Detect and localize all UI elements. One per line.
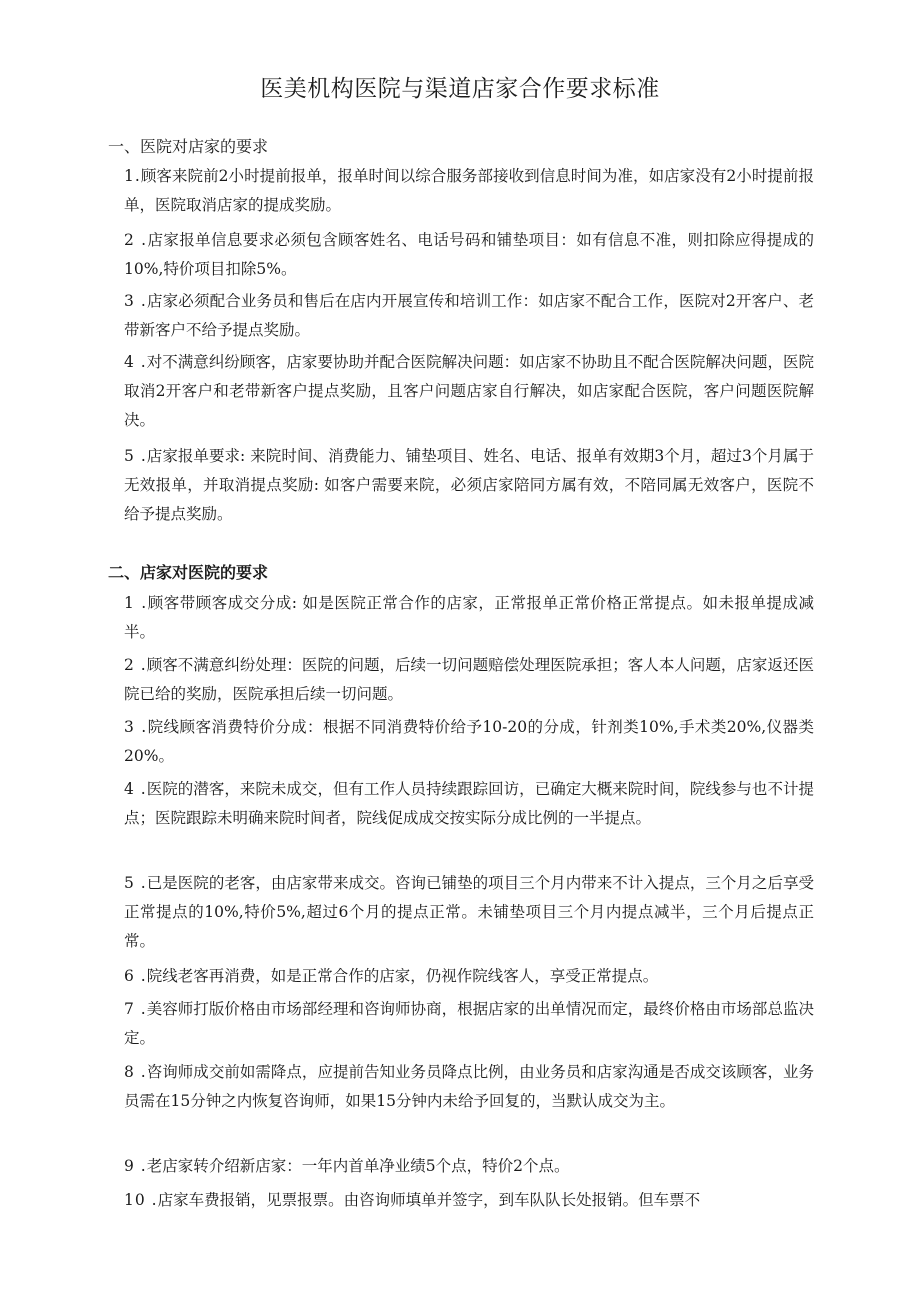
item-text: 院线顾客消费特价分成：根据不同消费特价给予10-20的分成，针剂类10%,手术类20%,仪器类20%。 bbox=[124, 718, 814, 765]
item-text: 店家报单信息要求必须包含顾客姓名、电话号码和铺垫项目：如有信息不准，则扣除应得提成的10%,特价项目扣除5%。 bbox=[124, 231, 814, 278]
item-number: 6 . bbox=[124, 967, 147, 985]
list-item bbox=[124, 651, 814, 709]
list-item bbox=[124, 348, 814, 435]
item-number: 5 . bbox=[124, 874, 147, 892]
list-item bbox=[124, 589, 814, 647]
item-number: 1 . bbox=[124, 594, 148, 612]
list-item bbox=[124, 1152, 814, 1181]
item-text: 顾客来院前2小时提前报单，报单时间以综合服务部接收到信息时间为准，如店家没有2小时提前报单，医院取消店家的提成奖励。 bbox=[124, 167, 814, 214]
item-number: 8 . bbox=[124, 1063, 147, 1081]
item-text: 顾客带顾客成交分成: 如是医院正常合作的店家，正常报单正常价格正常提点。如未报单提成减半。 bbox=[124, 594, 814, 641]
item-number: 4 . bbox=[124, 780, 147, 798]
item-text: 美容师打版价格由市场部经理和咨询师协商，根据店家的出单情况而定，最终价格由市场部总监决定。 bbox=[124, 1000, 814, 1047]
list-item bbox=[124, 962, 814, 991]
list-item bbox=[124, 869, 814, 956]
item-text: 已是医院的老客，由店家带来成交。咨询已铺垫的项目三个月内带来不计入提点，三个月之后享受正常提点的10%,特价5%,超过6个月的提点正常。未铺垫项目三个月内提点减半，三个月后提点正常。 bbox=[124, 874, 814, 950]
list-item bbox=[124, 162, 814, 220]
item-text: 对不满意纠纷顾客，店家要协助并配合医院解决问题：如店家不协助且不配合医院解决问题，医院取消2开客户和老带新客户提点奖励，且客户问题店家自行解决，如店家配合医院，客户问题医院解决。 bbox=[124, 353, 814, 429]
item-number: 3 . bbox=[124, 718, 148, 736]
item-number: 2 . bbox=[124, 656, 147, 674]
item-text: 店家报单要求: 来院时间、消费能力、铺垫项目、姓名、电话、报单有效期3个月，超过3个月属于无效报单，并取消提点奖励: 如客户需要来院，必须店家陪同方属有效，不陪同属无效客户，医院不给予提点奖励。 bbox=[124, 447, 814, 523]
list-item bbox=[124, 713, 814, 771]
item-number: 5 . bbox=[124, 447, 147, 465]
list-item bbox=[124, 1186, 814, 1215]
list-item bbox=[124, 775, 814, 833]
item-number: 4 . bbox=[124, 353, 147, 371]
item-text: 院线老客再消费，如是正常合作的店家，仍视作院线客人，享受正常提点。 bbox=[146, 967, 659, 985]
item-number: 2 . bbox=[124, 231, 148, 249]
item-text: 店家必须配合业务员和售后在店内开展宣传和培训工作：如店家不配合工作，医院对2开客户、老带新客户不给予提点奖励。 bbox=[124, 292, 815, 339]
item-text: 店家车费报销，见票报票。由咨询师填单并签字，到车队队长处报销。但车票不 bbox=[157, 1191, 701, 1209]
item-text: 咨询师成交前如需降点，应提前告知业务员降点比例，由业务员和店家沟通是否成交该顾客，业务员需在15分钟之内恢复咨询师，如果15分钟内未给予回复的，当默认成交为主。 bbox=[124, 1063, 814, 1110]
document-title: 医美机构医院与渠道店家合作要求标准 bbox=[260, 76, 660, 102]
list-item bbox=[124, 1058, 814, 1116]
section-heading-hospital-requirements: 一、医院对店家的要求 bbox=[108, 137, 269, 156]
list-item bbox=[124, 995, 814, 1053]
section-heading-store-requirements: 二、店家对医院的要求 bbox=[108, 563, 269, 582]
item-text: 顾客不满意纠纷处理：医院的问题，后续一切问题赔偿处理医院承担；客人本人问题，店家返还医院已给的奖励，医院承担后续一切问题。 bbox=[124, 656, 814, 703]
list-item bbox=[124, 287, 814, 345]
list-item bbox=[124, 226, 814, 284]
item-number: 7 . bbox=[124, 1000, 147, 1018]
item-number: 3 . bbox=[124, 292, 147, 310]
list-item bbox=[124, 442, 814, 529]
item-text: 医院的潜客，来院未成交，但有工作人员持续跟踪回访，已确定大概来院时间，院线参与也不计提点；医院跟踪未明确来院时间者，院线促成成交按实际分成比例的一半提点。 bbox=[124, 780, 814, 827]
item-number: 10 . bbox=[124, 1191, 158, 1209]
item-number: 1. bbox=[124, 167, 141, 185]
item-text: 老店家转介绍新店家：一年内首单净业绩5个点，特价2个点。 bbox=[146, 1157, 570, 1175]
item-number: 9 . bbox=[124, 1157, 147, 1175]
